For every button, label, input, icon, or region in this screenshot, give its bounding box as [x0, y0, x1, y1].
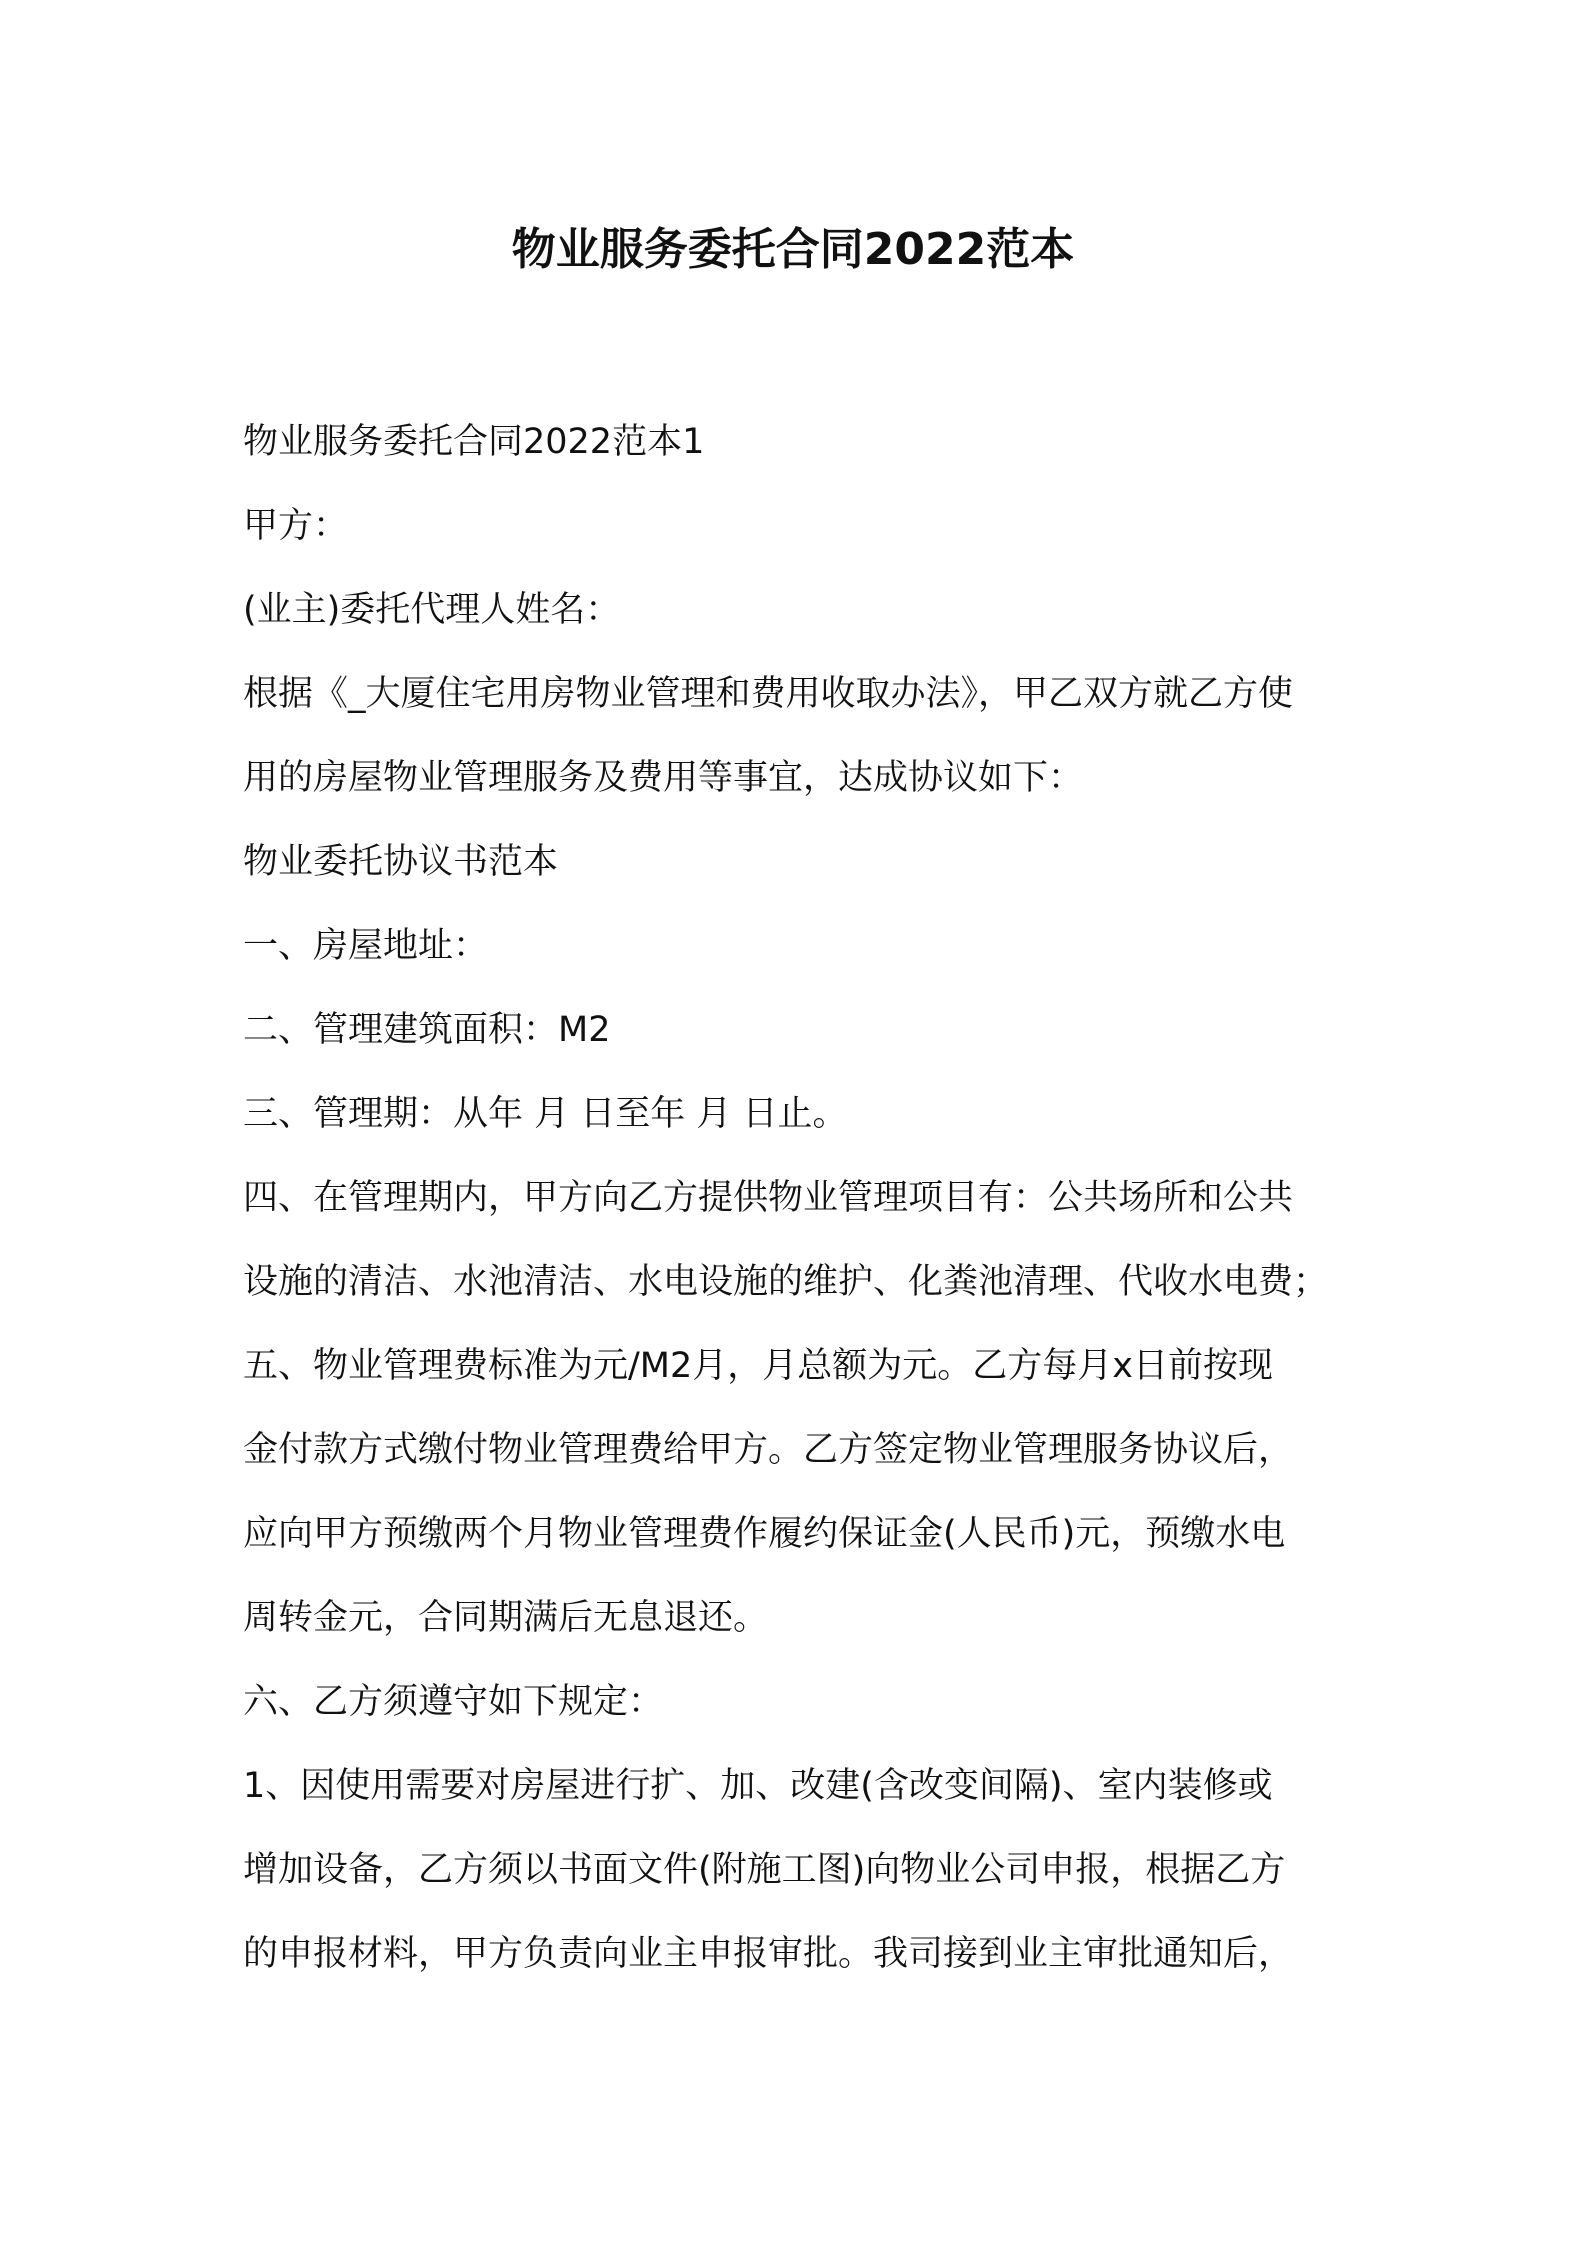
document-body — [243, 400, 1353, 1996]
body-line: 应向甲方预缴两个月物业管理费作履约保证金(人民币)元，预缴水电 — [243, 1514, 1286, 1554]
body-line: 1、因使用需要对房屋进行扩、加、改建(含改变间隔)、室内装修或 — [243, 1766, 1273, 1806]
body-line: 增加设备，乙方须以书面文件(附施工图)向物业公司申报，根据乙方 — [243, 1850, 1286, 1890]
body-line: 甲方： — [243, 506, 349, 546]
body-line: 物业委托协议书范本 — [243, 842, 559, 882]
document-title: 物业服务委托合同2022范本 — [511, 224, 1075, 275]
body-line: 用的房屋物业管理服务及费用等事宜，达成协议如下： — [243, 758, 1084, 798]
body-line: 六、乙方须遵守如下规定： — [243, 1682, 664, 1722]
body-line: 的申报材料，甲方负责向业主申报审批。我司接到业主审批通知后， — [243, 1934, 1294, 1974]
body-line: 四、在管理期内，甲方向乙方提供物业管理项目有：公共场所和公共 — [243, 1178, 1294, 1218]
body-line: (业主)委托代理人姓名： — [243, 590, 621, 630]
body-line: 物业服务委托合同2022范本1 — [243, 422, 705, 462]
body-line: 三、管理期：从年 月 日至年 月 日止。 — [243, 1094, 848, 1134]
body-line: 设施的清洁、水池清洁、水电设施的维护、化粪池清理、代收水电费； — [243, 1262, 1329, 1302]
body-line: 根据《_大厦住宅用房物业管理和费用收取办法》，甲乙双方就乙方使 — [243, 674, 1294, 714]
body-line: 一、房屋地址： — [243, 926, 489, 966]
body-line: 二、管理建筑面积：M2 — [243, 1010, 611, 1050]
body-line: 金付款方式缴付物业管理费给甲方。乙方签定物业管理服务协议后， — [243, 1430, 1294, 1470]
body-line: 五、物业管理费标准为元/M2月，月总额为元。乙方每月x日前按现 — [243, 1346, 1273, 1386]
body-line: 周转金元，合同期满后无息退还。 — [243, 1598, 769, 1638]
